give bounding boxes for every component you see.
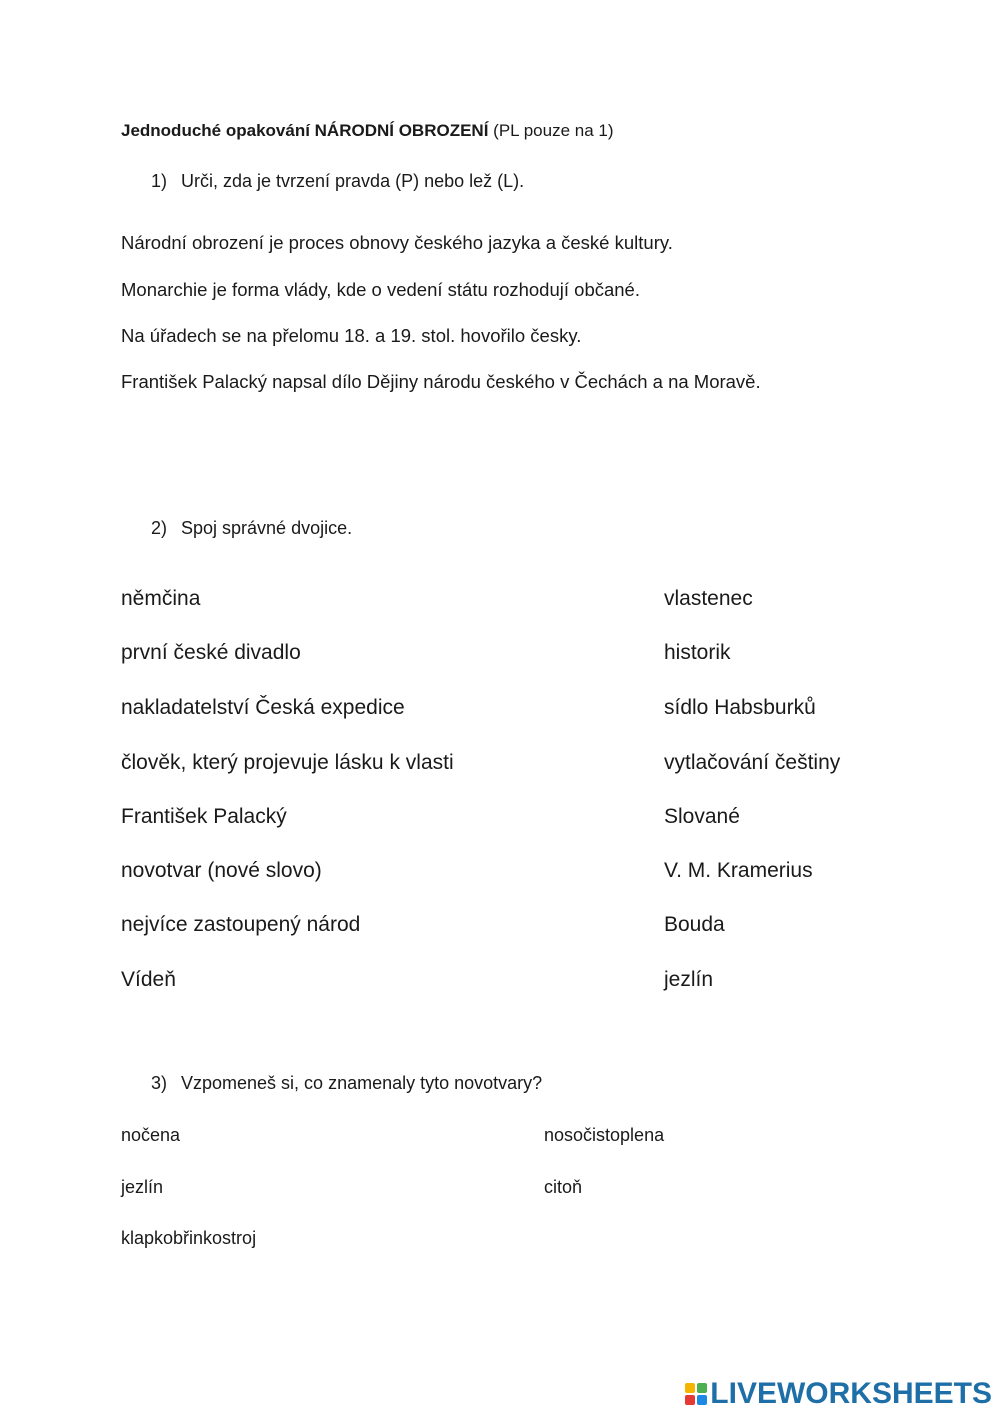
pair-left-item[interactable]: František Palacký xyxy=(121,805,287,828)
neologism-word: jezlín xyxy=(121,1177,164,1197)
statement-2: Monarchie je forma vlády, kde o vedení státu rozhodují občané. xyxy=(121,279,640,300)
pair-left-item[interactable]: novotvar (nové slovo) xyxy=(121,859,322,882)
neologism-word: nosočistoplena xyxy=(544,1125,665,1145)
logo-text: LIVEWORKSHEETS xyxy=(710,1377,992,1410)
pair-right-item[interactable]: Slované xyxy=(664,805,740,828)
question-3 xyxy=(151,1073,542,1094)
logo-blocks-icon xyxy=(685,1383,707,1405)
neologism-word: klapkobřinkostroj xyxy=(121,1228,257,1248)
title-bold: Jednoduché opakování NÁRODNÍ OBROZENÍ xyxy=(121,121,489,140)
neologism-word: citoň xyxy=(544,1177,583,1197)
question-1 xyxy=(151,171,524,192)
title-note: (PL pouze na 1) xyxy=(488,121,614,140)
question-1-number: 1) xyxy=(151,171,168,191)
liveworksheets-logo xyxy=(685,1379,992,1409)
statement-3: Na úřadech se na přelomu 18. a 19. stol. hovořilo česky. xyxy=(121,325,582,346)
pair-right-item[interactable]: jezlín xyxy=(664,968,714,991)
pair-left-item[interactable]: člověk, který projevuje lásku k vlasti xyxy=(121,751,454,774)
pair-left-item[interactable]: Vídeň xyxy=(121,968,176,991)
statement-1: Národní obrození je proces obnovy českého jazyka a české kultury. xyxy=(121,232,673,253)
pair-right-item[interactable]: vlastenec xyxy=(664,587,753,610)
pair-left-item[interactable]: první české divadlo xyxy=(121,641,301,664)
pair-right-item[interactable]: historik xyxy=(664,641,731,664)
pair-right-item[interactable]: vytlačování češtiny xyxy=(664,751,841,774)
question-1-text: Urči, zda je tvrzení pravda (P) nebo lež (L). xyxy=(181,171,525,191)
worksheet-title xyxy=(121,121,614,141)
question-2-text: Spoj správné dvojice. xyxy=(181,518,353,538)
pair-left-item[interactable]: němčina xyxy=(121,587,201,610)
statement-4: František Palacký napsal dílo Dějiny národu českého v Čechách a na Moravě. xyxy=(121,371,761,392)
question-2 xyxy=(151,518,352,539)
pair-left-item[interactable]: nejvíce zastoupený národ xyxy=(121,913,361,936)
pair-right-item[interactable]: sídlo Habsburků xyxy=(664,696,816,719)
question-3-text: Vzpomeneš si, co znamenaly tyto novotvary? xyxy=(181,1073,543,1093)
pair-left-item[interactable]: nakladatelství Česká expedice xyxy=(121,696,405,719)
pair-right-item[interactable]: Bouda xyxy=(664,913,725,936)
neologism-word: nočena xyxy=(121,1125,181,1145)
pair-right-item[interactable]: V. M. Kramerius xyxy=(664,859,813,882)
question-3-number: 3) xyxy=(151,1073,168,1093)
question-2-number: 2) xyxy=(151,518,168,538)
